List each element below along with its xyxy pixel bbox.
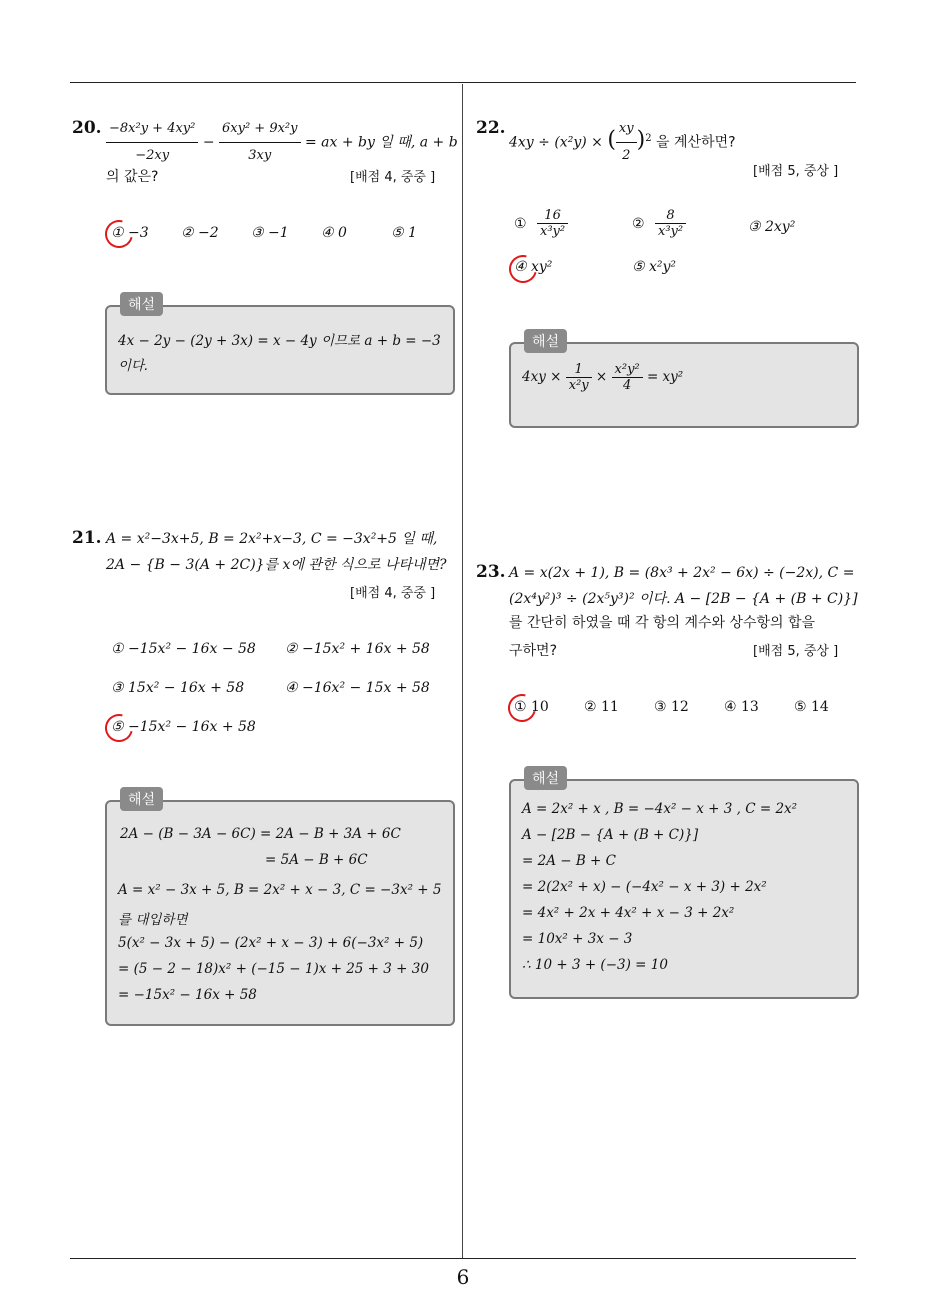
- q22-number: 22.: [476, 118, 506, 138]
- q20-stem-line2: 의 값은?: [106, 169, 159, 185]
- q20-solution-line-1: 4x − 2y − (2y + 3x) = x − 4y 이므로 a + b = −3: [118, 333, 441, 349]
- q21-number: 21.: [72, 528, 102, 548]
- q20-choice-1[interactable]: ① −3: [111, 225, 149, 241]
- page-number: 6: [456, 1265, 470, 1289]
- q22-stem: 4xy ÷ (x²y) × ( $\frac{xy}{2}$ )$^2$ 을 계산하면?: [509, 116, 736, 169]
- q23-choice-4[interactable]: ④ 13: [724, 699, 759, 715]
- q21-solution-tag: 해설: [120, 787, 163, 811]
- q23-stem-line4: 구하면?: [509, 643, 558, 659]
- q20-choice-4[interactable]: ④ 0: [321, 225, 347, 241]
- q22-choice-2[interactable]: ② $\frac{8}{\text{x³y²}}$: [632, 208, 686, 239]
- q21-score: [배점 4, 중중 ]: [350, 586, 436, 601]
- q22-answer-mark: [504, 250, 542, 288]
- q21-solution-line-1: 2A − (B − 3A − 6C) = 2A − B + 3A + 6C: [120, 826, 401, 842]
- q20-stem-line1: $\frac{\text{−8x²y + 4xy²}}{-2xy}$ − $\frac{\text{6xy² + 9x²y}}{3xy}$ = ax + by 일 때, a + b: [106, 116, 458, 169]
- q23-stem-line1: A = x(2x + 1), B = (8x³ + 2x² − 6x) ÷ (−2x), C =: [509, 565, 855, 581]
- q22-solution-line: 4xy × $\frac{1}{\text{x²y}}$ × $\frac{\text{x²y²}}{4}$ = xy²: [522, 362, 684, 393]
- q22-paren-fraction: $\frac{xy}{2}$: [616, 116, 637, 169]
- q21-choice-2[interactable]: ② −15x² + 16x + 58: [285, 641, 430, 657]
- q21-solution-line-3: A = x² − 3x + 5, B = 2x² + x − 3, C = −3x² + 5: [118, 882, 442, 898]
- q21-solution-line-2: = 5A − B + 6C: [265, 852, 368, 868]
- q22-choice-5[interactable]: ⑤ x²y²: [632, 259, 677, 275]
- q23-choice-1[interactable]: ① 10: [514, 699, 549, 715]
- q23-number: 23.: [476, 562, 506, 582]
- q20-choice-5[interactable]: ⑤ 1: [391, 225, 417, 241]
- q21-choice-5[interactable]: ⑤ −15x² − 16x + 58: [111, 719, 256, 735]
- q20-score: [배점 4, 중중 ]: [350, 170, 436, 185]
- q23-choice-5[interactable]: ⑤ 14: [794, 699, 829, 715]
- q22-choice-1[interactable]: ① $\frac{16}{\text{x³y²}}$: [514, 208, 568, 239]
- q20-solution-line-2: 이다.: [118, 358, 149, 374]
- q23-solution-line-7: ∴ 10 + 3 + (−3) = 10: [522, 957, 668, 973]
- q23-answer-mark: [503, 689, 541, 727]
- q21-choice-1[interactable]: ① −15x² − 16x − 58: [111, 641, 256, 657]
- q21-solution-line-4: 를 대입하면: [118, 912, 188, 928]
- q23-solution-line-5: = 4x² + 2x + 4x² + x − 3 + 2x²: [522, 905, 735, 921]
- column-divider: [462, 84, 463, 1258]
- q23-solution-line-6: = 10x² + 3x − 3: [522, 931, 633, 947]
- q23-solution-line-4: = 2(2x² + x) − (−4x² − x + 3) + 2x²: [522, 879, 767, 895]
- q22-solution-tag: 해설: [524, 329, 567, 353]
- q21-answer-mark: [100, 709, 138, 747]
- q23-stem-line2: (2x⁴y²)³ ÷ (2x⁵y³)² 이다. A − [2B − {A + (B + C)}]: [509, 591, 858, 607]
- q20-solution-tag: 해설: [120, 292, 163, 316]
- q21-solution-line-5: 5(x² − 3x + 5) − (2x² + x − 3) + 6(−3x² + 5): [118, 935, 424, 951]
- q20-fraction-1: $\frac{\text{−8x²y + 4xy²}}{-2xy}$: [106, 116, 198, 169]
- q20-fraction-2: $\frac{\text{6xy² + 9x²y}}{3xy}$: [219, 116, 300, 169]
- q23-choice-2[interactable]: ② 11: [584, 699, 619, 715]
- q21-choice-3[interactable]: ③ 15x² − 16x + 58: [111, 680, 245, 696]
- q23-solution-tag: 해설: [524, 766, 567, 790]
- q20-answer-mark: [100, 215, 138, 253]
- q21-solution-line-7: = −15x² − 16x + 58: [118, 987, 257, 1003]
- q23-stem-line3: 를 간단히 하였을 때 각 항의 계수와 상수항의 합을: [509, 615, 816, 631]
- q20-choice-2[interactable]: ② −2: [181, 225, 219, 241]
- q21-stem-line1: A = x²−3x+5, B = 2x²+x−3, C = −3x²+5 일 때,: [106, 531, 438, 547]
- q23-solution-line-2: A − [2B − {A + (B + C)}]: [522, 827, 699, 843]
- q20-number: 20.: [72, 118, 102, 138]
- top-rule: [70, 82, 856, 83]
- q23-score: [배점 5, 중상 ]: [753, 644, 839, 659]
- q21-solution-line-6: = (5 − 2 − 18)x² + (−15 − 1)x + 25 + 3 + 30: [118, 961, 429, 977]
- q20-choice-3[interactable]: ③ −1: [251, 225, 289, 241]
- q21-stem-line2: 2A − {B − 3(A + 2C)}를 x에 관한 식으로 나타내면?: [106, 557, 447, 573]
- bottom-rule: [70, 1258, 856, 1259]
- q23-choice-3[interactable]: ③ 12: [654, 699, 689, 715]
- q22-choice-3[interactable]: ③ 2xy²: [748, 219, 796, 235]
- q20-solution-box: [105, 305, 455, 395]
- q21-choice-4[interactable]: ④ −16x² − 15x + 58: [285, 680, 430, 696]
- q22-choice-4[interactable]: ④ xy²: [514, 259, 553, 275]
- q23-solution-line-3: = 2A − B + C: [522, 853, 616, 869]
- q22-score: [배점 5, 중상 ]: [753, 164, 839, 179]
- q23-solution-line-1: A = 2x² + x , B = −4x² − x + 3 , C = 2x²: [522, 801, 798, 817]
